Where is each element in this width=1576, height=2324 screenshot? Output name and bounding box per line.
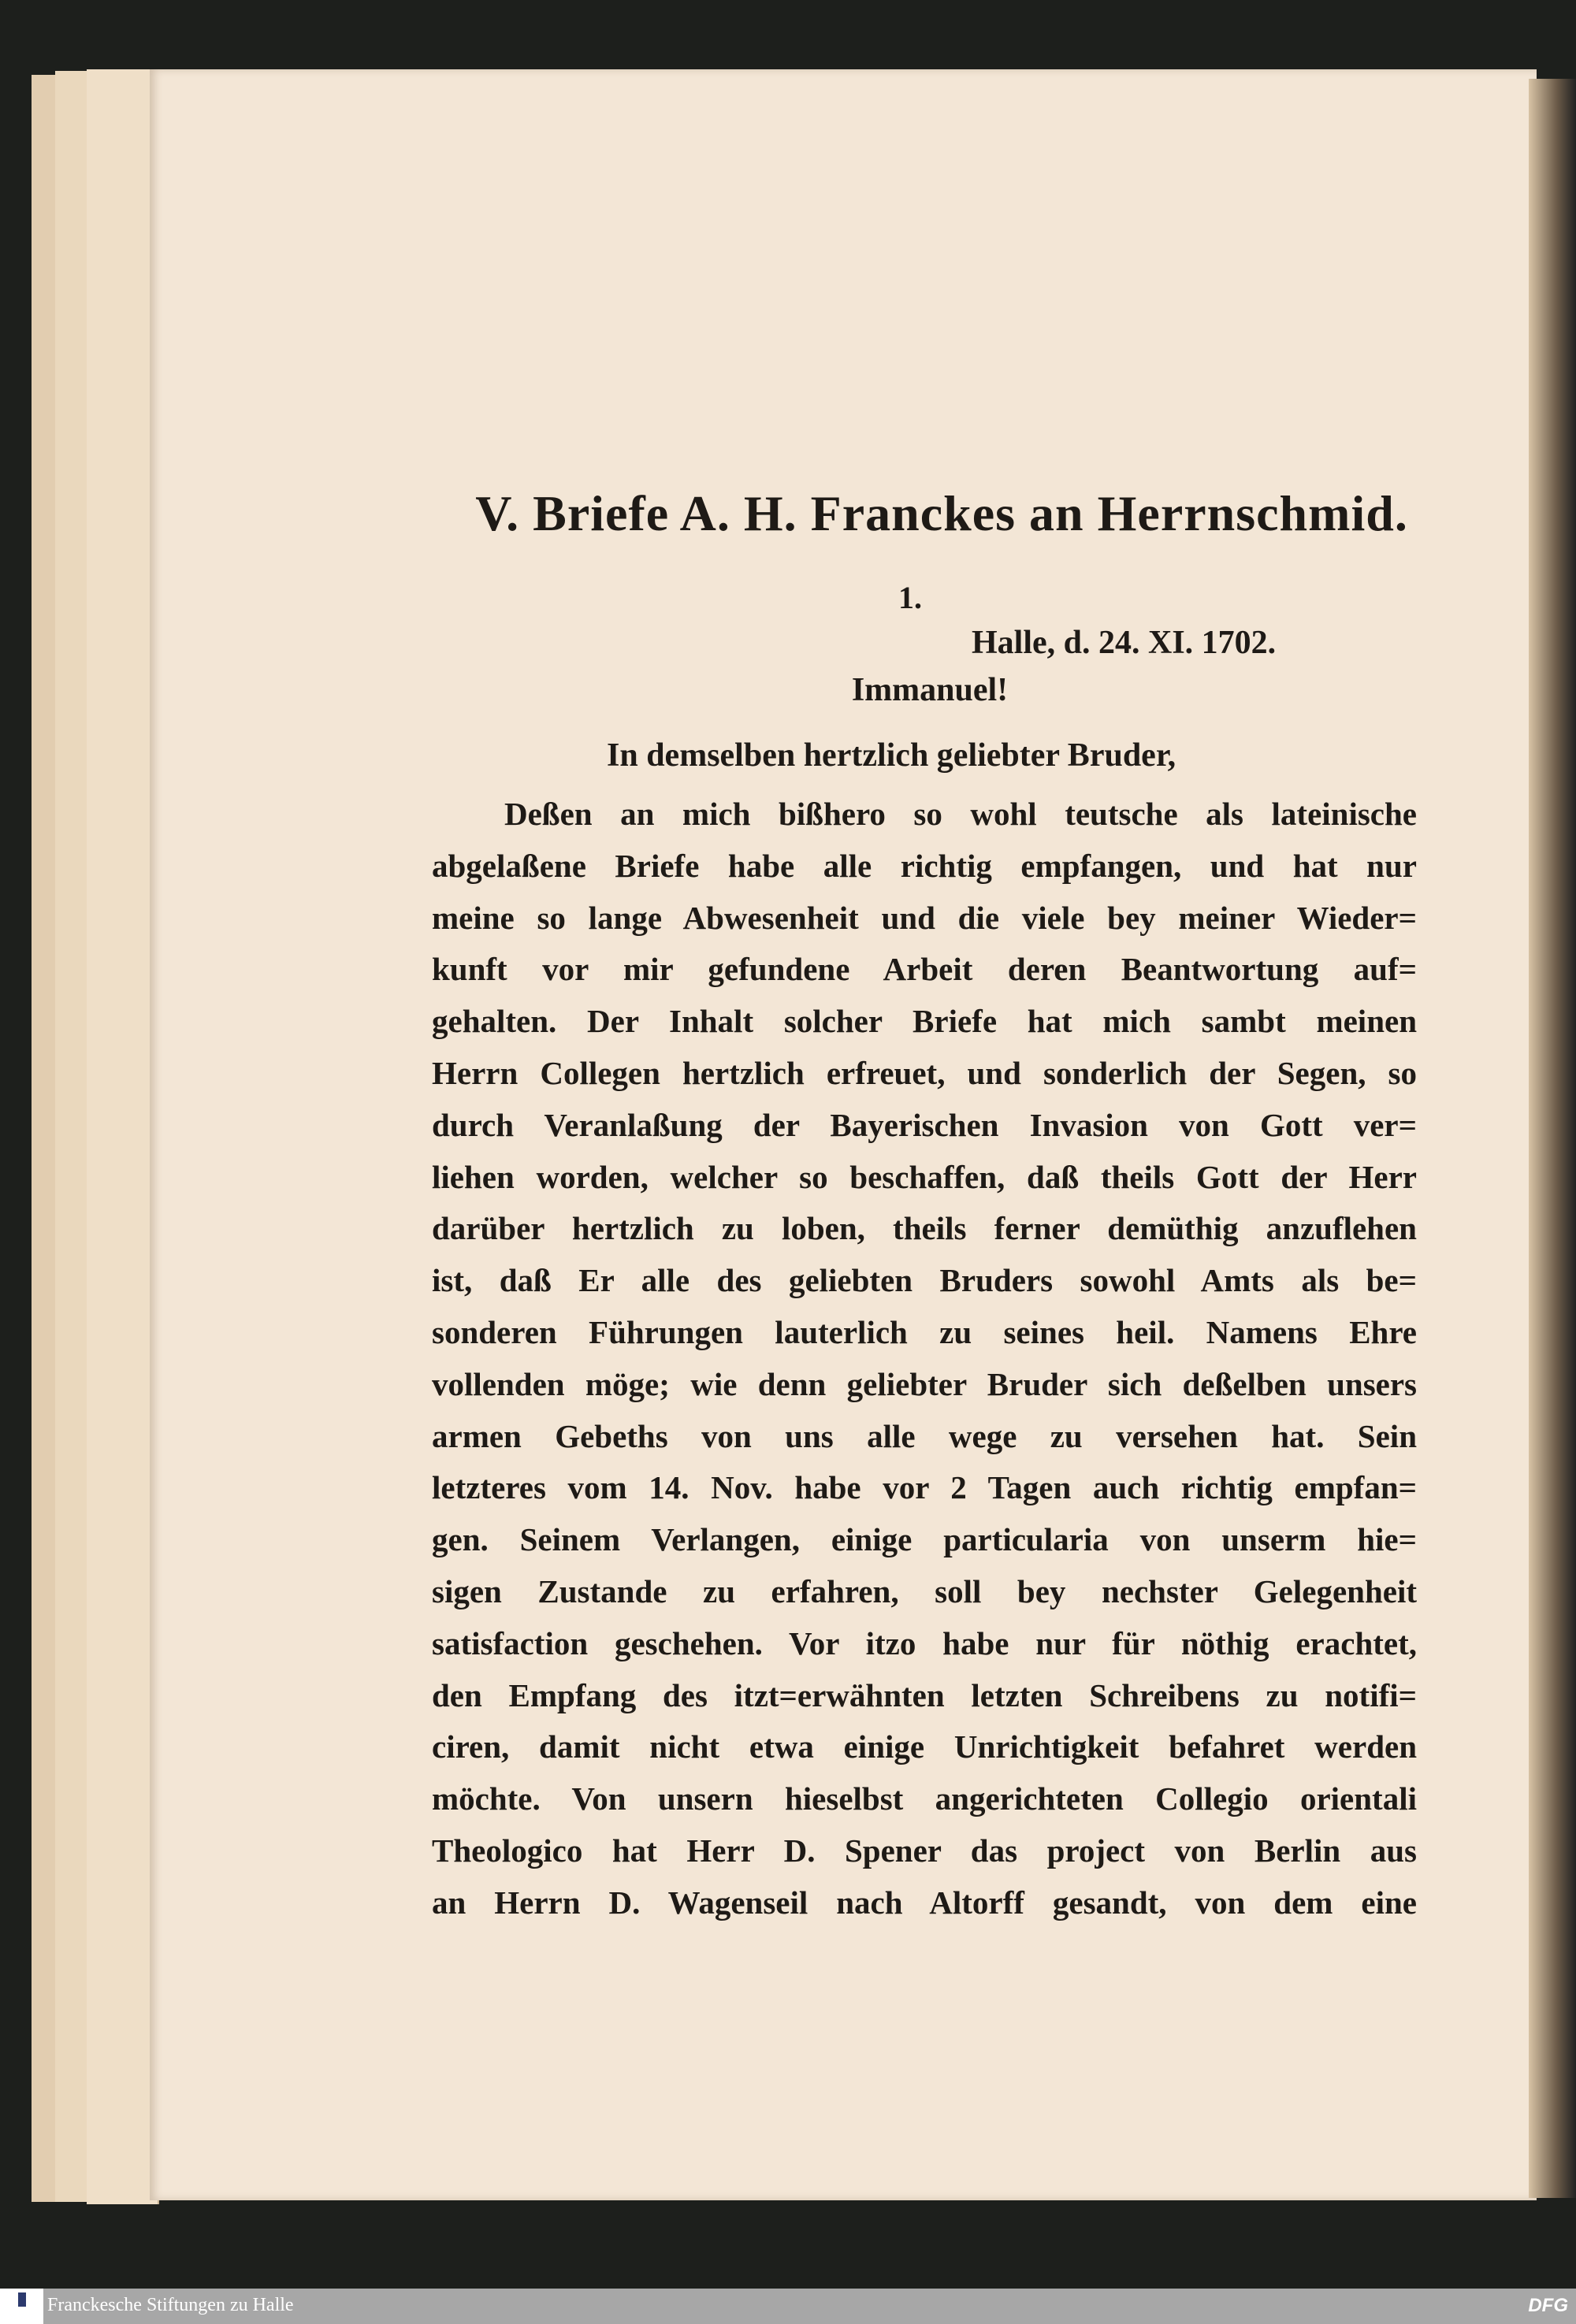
institution-name: Franckesche Stiftungen zu Halle [47,2295,294,2315]
text-line: vollenden möge; wie denn geliebter Bruder sich deßelben unsers [432,1365,1417,1402]
text-line: ist, daß Er alle des geliebten Bruders sowohl Amts als be= [432,1262,1417,1299]
text-line: letzteres vom 14. Nov. habe vor 2 Tagen auch richtig empfan= [432,1469,1417,1506]
salutation: In demselben hertzlich geliebter Bruder, [607,737,1176,774]
institution-logo [0,2289,43,2324]
text-line: den Empfang des itzt=erwähnten letzten Schreibens zu notifi= [432,1676,1417,1713]
text-line: ciren, damit nicht etwa einige Unrichtigkeit befahret werden [432,1728,1417,1765]
text-line: darüber hertzlich zu loben, theils ferner demüthig anzuflehen [432,1210,1417,1247]
text-line: gehalten. Der Inhalt solcher Briefe hat mich sambt meinen [432,1003,1417,1040]
book-gutter [1529,79,1576,2198]
text-line: an Herrn D. Wagenseil nach Altorff gesandt, von dem eine [432,1884,1417,1921]
text-line: kunft vor mir gefundene Arbeit deren Beantwortung auf= [432,951,1417,988]
text-line: Deßen an mich bißhero so wohl teutsche als lateinische [504,796,1417,832]
text-line: satisfaction geschehen. Vor itzo habe nur für nöthig erachtet, [432,1624,1417,1661]
text-line: abgelaßene Briefe habe alle richtig empfangen, und hat nur [432,847,1417,884]
text-line: sonderen Führungen lauterlich zu seines heil. Namens Ehre [432,1314,1417,1350]
greeting: Immanuel! [851,672,1009,708]
text-line: liehen worden, welcher so beschaffen, daß theils Gott der Herr [432,1158,1417,1195]
section-title: V. Briefe A. H. Franckes an Herrnschmid. [475,485,1408,541]
place-date: Halle, d. 24. XI. 1702. [972,625,1277,661]
text-line: gen. Seinem Verlangen, einige particularia von unserm hie= [432,1521,1417,1558]
text-line: armen Gebeths von uns alle wege zu versehen hat. Sein [432,1417,1417,1454]
text-line: Herrn Collegen hertzlich erfreuet, und sonderlich der Segen, so [432,1055,1417,1091]
page-stack-edge [87,69,159,2204]
text-line: sigen Zustande zu erfahren, soll bey nechster Gelegenheit [432,1573,1417,1609]
text-line: Theologico hat Herr D. Spener das project von Berlin aus [432,1832,1417,1869]
footer-bar [0,2289,1576,2324]
letter-number: 1. [898,580,922,615]
text-line: durch Veranlaßung der Bayerischen Invasion von Gott ver= [432,1106,1417,1143]
dfg-logo: DFG [1528,2295,1568,2316]
text-line: meine so lange Abwesenheit und die viele bey meiner Wieder= [432,899,1417,936]
text-line: möchte. Von unsern hieselbst angerichteten Collegio orientali [432,1780,1417,1817]
